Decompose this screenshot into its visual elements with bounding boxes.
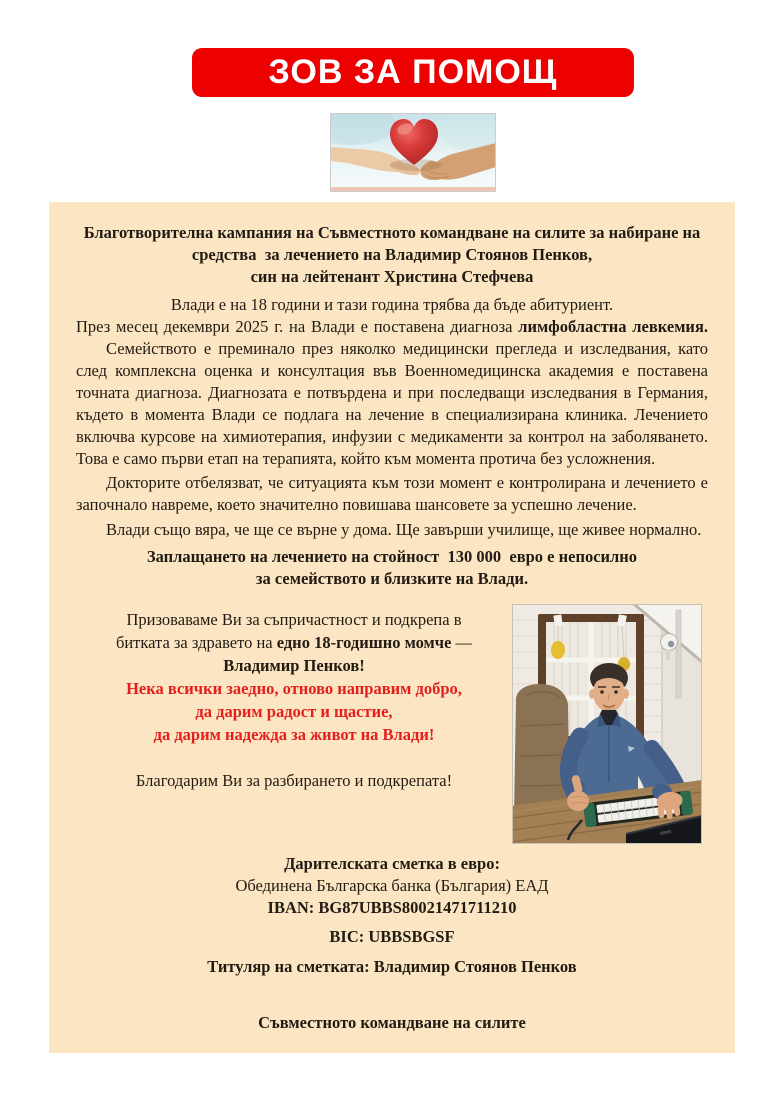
diagnosis-text: През месец декември 2025 г. на Влади е поставена диагноза [76, 317, 519, 336]
hands-holding-heart-image [330, 113, 496, 192]
diagnosis-bold-text: лимфобластна левкемия. [518, 317, 708, 336]
banner-title: ЗОВ ЗА ПОМОЩ [268, 53, 558, 91]
appeal-line2-normal: битката за здравето на [115, 633, 277, 652]
hands-heart-illustration [330, 113, 496, 192]
family-paragraph: Семейството е преминало през няколко медицински прегледа и изследвания, като след комплексна оценка и консултация във Военномедицинска академия е поставена точната диагноза. Диагнозата е потвърдена и при последващи изследвания в Германия, където в момента Влади се подлага на лечение в специализирана клиника. Лечението включва курсове на химиотерапия, инфузии с медикаменти за контрол на заболяването. Това е само първи етап на терапията, който към момента протича без усложнения. [76, 339, 708, 468]
organization-signature: Съвместното командване на силите [258, 1013, 526, 1032]
donation-bank-name: Обединена Българска банка (България) ЕАД [235, 876, 549, 895]
thanks-line: Благодарим Ви за разбирането и подкрепата! [135, 771, 453, 790]
donation-heading: Дарителската сметка в евро: [284, 854, 500, 873]
appeal-line2 [76, 631, 512, 654]
intro-line: Влади е на 18 години и тази година трябва да бъде абитуриент. [170, 295, 614, 314]
appeal-line2-bold: едно 18-годишно момче [276, 633, 452, 652]
donation-iban: IBAN: BG87UBBS80021471711210 [267, 898, 517, 917]
call-for-help-banner [192, 48, 634, 97]
donation-bic: BIC: UBBSBGSF [329, 927, 455, 946]
appeal-red-line1: Нека всички заедно, отново направим добро, [126, 679, 462, 698]
appeal-text-column [76, 604, 512, 844]
hope-line: Влади също вяра, че ще се върне у дома. Ще завърши училище, ще живее нормално. [106, 520, 702, 539]
appeal-section [76, 604, 708, 844]
appeal-line2-dash: — [451, 633, 473, 652]
donation-account-holder: Титуляр на сметката: Владимир Стоянов Пенков [207, 957, 577, 976]
cost-line2: за семейството и близките на Влади. [255, 569, 529, 588]
doctors-paragraph: Докторите отбелязват, че ситуацията към този момент е контролирана и лечението е започнало навреме, което значително повишава шансовете за успешно лечение. [76, 473, 708, 514]
appeal-line3: Владимир Пенков! [223, 656, 365, 675]
cost-line1: Заплащането на лечението на стойност 130 000 евро е непосилно [146, 547, 638, 566]
campaign-title-line1: Благотворителна кампания на Съвместното командване на силите за набиране на [83, 223, 701, 242]
donation-details [76, 853, 708, 978]
diagnosis-paragraph [76, 316, 708, 338]
appeal-red-line2: да дарим радост и щастие, [195, 702, 393, 721]
campaign-title-line2: средства за лечението на Владимир Стоянов Пенков, [191, 245, 593, 264]
campaign-title-line3: син на лейтенант Христина Стефчева [250, 267, 534, 286]
campaign-text-panel [49, 202, 735, 1053]
photo-vladimir [512, 604, 702, 844]
appeal-line1: Призоваваме Ви за съпричастност и подкрепа в [126, 610, 462, 629]
vladimir-photo-illustration [512, 604, 702, 844]
appeal-red-line3: да дарим надежда за живот на Влади! [153, 725, 435, 744]
